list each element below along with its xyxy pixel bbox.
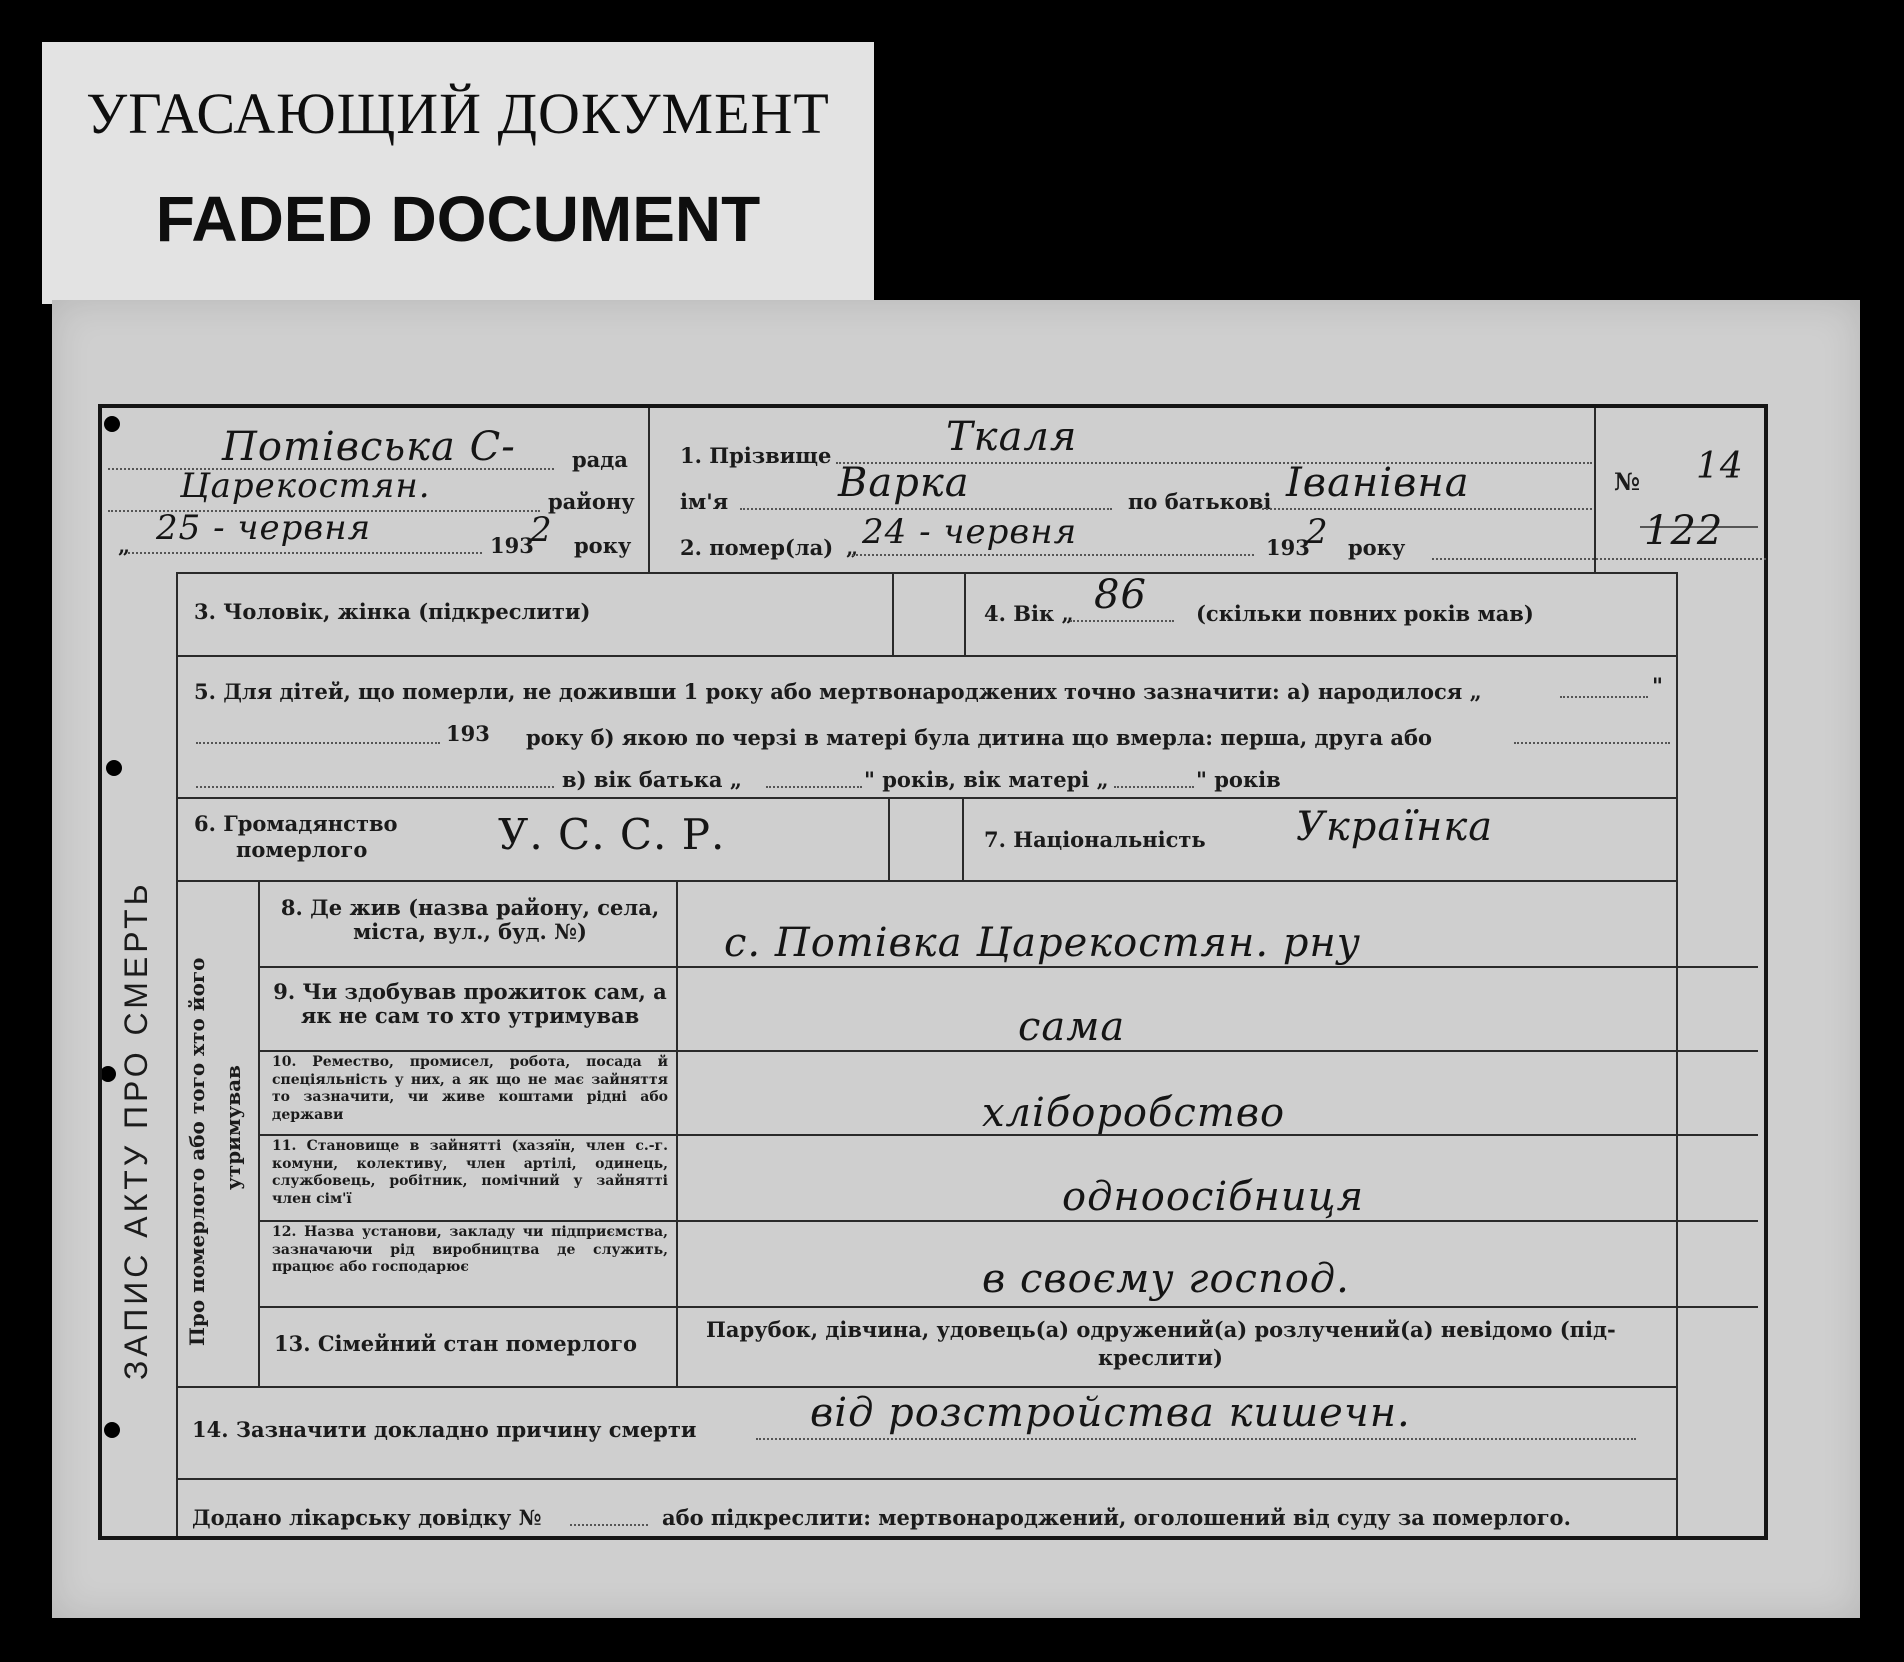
dotted-line xyxy=(1262,508,1592,510)
occupation-value: хліборобство xyxy=(982,1090,1286,1136)
infant-line-1: 5. Для дітей, що померли, не доживши 1 року або мертвонароджених точно зазначити: а) народилося „ xyxy=(194,679,1482,704)
dotted-line xyxy=(852,554,1254,556)
citizenship-label: 6. Громадянство xyxy=(194,811,398,836)
divider xyxy=(258,1220,1758,1222)
death-year-prefix: 193 xyxy=(1266,535,1310,560)
faded-document-label xyxy=(42,42,874,304)
divider xyxy=(176,1386,1678,1388)
divider xyxy=(962,797,964,880)
infant-line-2: року б) якою по черзі в матері була дитина що вмерла: перша, друга або xyxy=(526,725,1433,750)
number-value: 14 xyxy=(1696,446,1744,487)
divider xyxy=(1676,572,1678,1536)
marital-status-options-2: креслити) xyxy=(1098,1345,1223,1370)
infant-year-prefix: 193 xyxy=(446,721,490,746)
divider xyxy=(176,572,1678,574)
patronymic-value: Іванівна xyxy=(1286,460,1470,506)
report-date-value: 25 - червня xyxy=(156,508,372,548)
surname-value: Ткаля xyxy=(946,414,1078,460)
divider xyxy=(176,655,1678,657)
divider xyxy=(176,797,1678,799)
divider xyxy=(176,880,1678,882)
divider xyxy=(888,797,890,880)
death-year-suffix: року xyxy=(1348,535,1406,560)
residence-label: 8. Де жив (назва району, села, міста, вул., буд. №) xyxy=(280,895,660,945)
dotted-line xyxy=(1432,558,1766,560)
divider xyxy=(176,1478,1678,1480)
divider xyxy=(176,572,178,1536)
number-label: № xyxy=(1614,467,1641,496)
name-value: Варка xyxy=(838,460,970,506)
divider xyxy=(964,572,966,655)
dotted-line xyxy=(196,742,440,744)
dotted-line xyxy=(196,786,554,788)
dotted-line xyxy=(756,1438,1636,1440)
marital-status-label: 13. Сімейний стан померлого xyxy=(274,1331,637,1356)
nationality-value: Українка xyxy=(1296,804,1494,850)
cause-label: 14. Зазначити докладно причину смерти xyxy=(192,1417,697,1442)
name-label: ім'я xyxy=(680,489,729,514)
year-value: 2 xyxy=(530,510,553,550)
dotted-line xyxy=(128,552,482,554)
dotted-line xyxy=(1514,742,1670,744)
residence-value: с. Потівка Царекостян. рну xyxy=(724,920,1361,966)
employment-status-value: одноосібниця xyxy=(1062,1174,1365,1220)
footer-text-2: або підкреслити: мертвонароджений, оголошений від суду за померлого. xyxy=(662,1505,1571,1530)
patronymic-label: по батькові xyxy=(1128,489,1272,514)
income-source-value: сама xyxy=(1018,1004,1126,1050)
citizenship-value: У. С. С. Р. xyxy=(498,810,726,859)
dotted-line xyxy=(740,508,1112,510)
citizenship-label-2: померлого xyxy=(236,837,368,862)
employment-status-label: 11. Становище в зайнятті (хазяїн, член с.-г. комуни, колективу, член артілі, одинець, службовець, робітник, помічний у зайнятті член сім'ї xyxy=(272,1138,668,1207)
dotted-line xyxy=(1560,696,1648,698)
age-value: 86 xyxy=(1094,572,1147,618)
side-label-2: утримував xyxy=(221,1065,245,1190)
dotted-line xyxy=(1070,620,1174,622)
label-ru: УГАСАЮЩИЙ ДОКУМЕНТ xyxy=(86,81,830,146)
surname-label: 1. Прізвище xyxy=(680,443,832,468)
nationality-label: 7. Національність xyxy=(984,827,1206,852)
form-frame xyxy=(98,404,1768,1540)
age-label: 4. Вік „ xyxy=(984,601,1074,626)
divider xyxy=(258,966,1758,968)
death-date-label: 2. помер(ла) xyxy=(680,535,834,560)
rada-label: рада xyxy=(572,447,628,472)
footer-text-1: Додано лікарську довідку № xyxy=(192,1505,542,1530)
rada-value: Потівська С- xyxy=(222,424,516,470)
divider xyxy=(648,408,650,572)
rayon-value: Царекостян. xyxy=(180,466,431,506)
label-en: FADED DOCUMENT xyxy=(155,183,761,255)
infant-line-3-end: " років xyxy=(1196,767,1281,792)
death-quote: „ xyxy=(846,535,859,560)
sex-label: 3. Чоловік, жінка (підкреслити) xyxy=(194,599,591,624)
divider xyxy=(258,1050,1758,1052)
death-year-value: 2 xyxy=(1306,512,1329,552)
marital-status-options: Парубок, дівчина, удовець(а) одружений(а) розлучений(а) невідомо (під- xyxy=(706,1317,1616,1342)
workplace-label: 12. Назва установи, закладу чи підприємства, зазначаючи рід виробництва де служить, працює або господарює xyxy=(272,1224,668,1275)
cause-value: від розстройства кишечн. xyxy=(810,1390,1411,1436)
death-date-value: 24 - червня xyxy=(862,512,1078,552)
divider xyxy=(1594,408,1596,572)
infant-line-1-end: " xyxy=(1652,673,1663,698)
divider xyxy=(258,1306,1758,1308)
infant-line-3: в) вік батька „ xyxy=(562,767,742,792)
side-label-1: Про померлого або того хто його xyxy=(185,957,209,1346)
income-source-label: 9. Чи здобував прожиток сам, а як не сам то хто утримував xyxy=(273,979,667,1029)
number-value-2: 122 xyxy=(1644,508,1724,554)
vertical-title: ЗАПИС АКТУ ПРО СМЕРТЬ xyxy=(118,880,154,1380)
workplace-value: в своєму господ. xyxy=(982,1256,1350,1302)
dotted-line xyxy=(766,786,862,788)
year-suffix: року xyxy=(574,533,632,558)
infant-line-3-mid: " років, вік матері „ xyxy=(864,767,1109,792)
date-quote: „ xyxy=(118,533,131,558)
dotted-line xyxy=(570,1524,648,1526)
year-prefix: 193 xyxy=(490,533,534,558)
age-suffix: (скільки повних років мав) xyxy=(1196,601,1534,626)
divider xyxy=(676,880,678,1386)
occupation-label: 10. Ремество, промисел, робота, посада й спеціяльність у них, а як що не має зайняття то зазначити, чи живе коштами рідні або держави xyxy=(272,1054,668,1123)
rayon-label: району xyxy=(548,489,635,514)
divider xyxy=(892,572,894,655)
dotted-line xyxy=(1114,786,1194,788)
divider xyxy=(258,880,260,1386)
